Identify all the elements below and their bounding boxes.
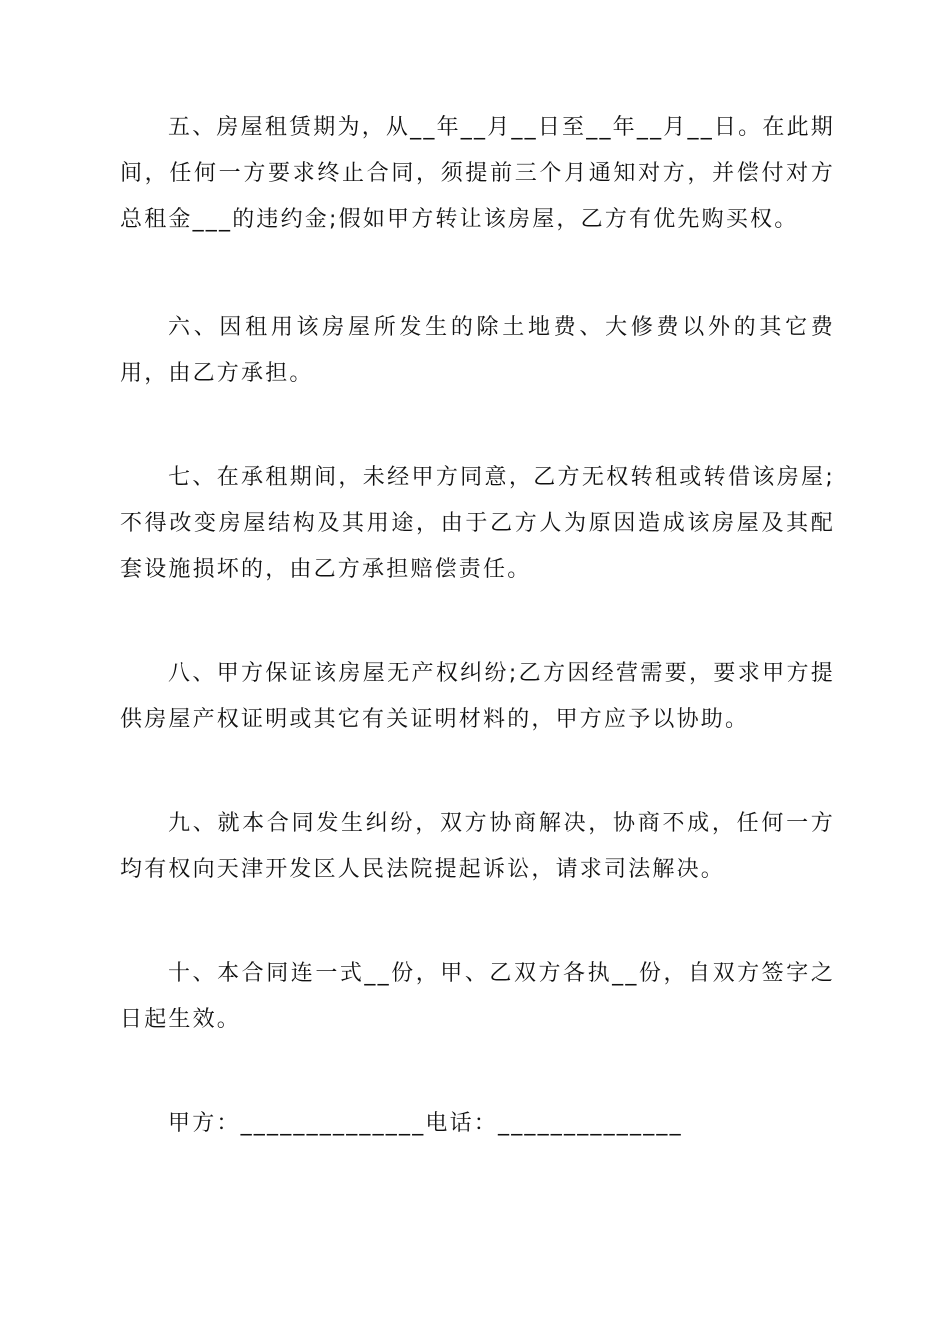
clause-7-sublease-restriction: 七、在承租期间，未经甲方同意，乙方无权转租或转借该房屋;不得改变房屋结构及其用途，由于乙方人为原因造成该房屋及其配套设施损坏的，由乙方承担赔偿责任。 (120, 465, 835, 582)
clause-10-effectiveness: 十、本合同连一式__份，甲、乙双方各执__份，自双方签字之日起生效。 (120, 961, 835, 1032)
signature-line-party-a: 甲方：______________电话：______________ (168, 1111, 683, 1136)
clause-6-expenses: 六、因租用该房屋所发生的除土地费、大修费以外的其它费用，由乙方承担。 (120, 315, 835, 386)
clause-5-rental-term: 五、房屋租赁期为，从__年__月__日至__年__月__日。在此期间，任何一方要求终止合同，须提前三个月通知对方，并偿付对方总租金___的违约金;假如甲方转让该房屋，乙方有优先购买权。 (120, 115, 835, 232)
clause-9-dispute-resolution: 九、就本合同发生纠纷，双方协商解决，协商不成，任何一方均有权向天津开发区人民法院提起诉讼，请求司法解决。 (120, 811, 835, 882)
clause-8-property-rights: 八、甲方保证该房屋无产权纠纷;乙方因经营需要，要求甲方提供房屋产权证明或其它有关证明材料的，甲方应予以协助。 (120, 661, 835, 732)
